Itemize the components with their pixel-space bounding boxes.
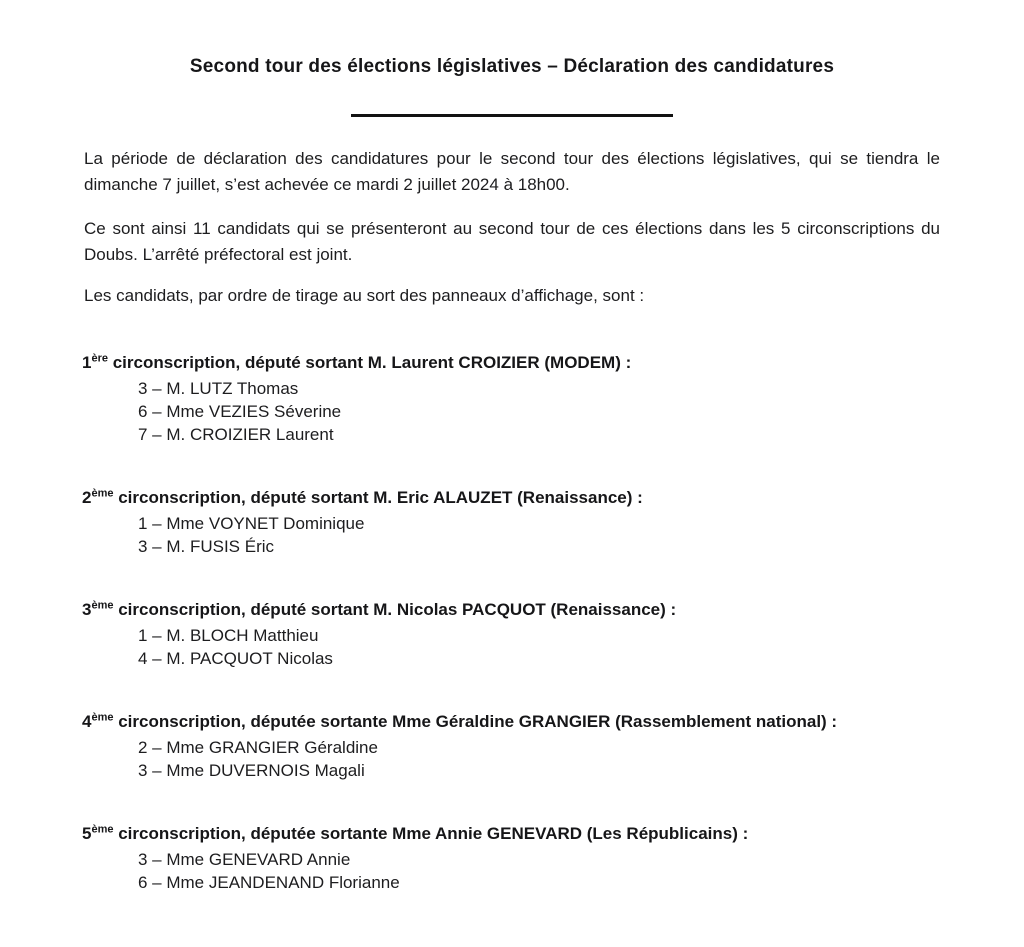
- section-3-number: 3: [82, 600, 92, 619]
- intro-paragraph-deadline: La période de déclaration des candidatures pour le second tour des élections législatives, qui se tiendra le dimanche 7 juillet, s’est achevée ce mardi 2 juillet 2024 à 18h00.: [84, 149, 940, 194]
- candidate-item: 6 – Mme JEANDENAND Florianne: [138, 873, 400, 892]
- section-2-heading-text: circonscription, député sortant M. Eric ALAUZET (Renaissance) :: [113, 488, 643, 507]
- section-circonscription-4: [84, 710, 940, 782]
- intro-paragraph-order: Les candidats, par ordre de tirage au sort des panneaux d’affichage, sont :: [84, 286, 645, 305]
- candidate-item: 3 – Mme GENEVARD Annie: [138, 850, 351, 869]
- section-4-heading: [82, 710, 940, 733]
- section-3-heading-text: circonscription, député sortant M. Nicolas PACQUOT (Renaissance) :: [113, 600, 677, 619]
- section-4-candidate-list: [84, 736, 940, 782]
- section-3-ordinal: ème: [91, 599, 114, 612]
- section-3-candidate-list: [84, 624, 940, 670]
- section-1-heading: [82, 351, 940, 374]
- section-5-ordinal: ème: [91, 823, 114, 836]
- section-2-number: 2: [82, 488, 92, 507]
- section-1-ordinal: ère: [91, 352, 108, 365]
- section-3-heading: [82, 598, 940, 621]
- section-5-number: 5: [82, 824, 92, 843]
- section-5-heading: [82, 822, 940, 845]
- candidate-item: 1 – Mme VOYNET Dominique: [138, 514, 365, 533]
- section-circonscription-3: [84, 598, 940, 670]
- section-circonscription-2: [84, 486, 940, 558]
- section-2-heading: [82, 486, 940, 509]
- title-divider-rule: [351, 114, 673, 117]
- section-4-heading-text: circonscription, députée sortante Mme Géraldine GRANGIER (Rassemblement national) :: [113, 712, 838, 731]
- candidate-item: 3 – Mme DUVERNOIS Magali: [138, 761, 365, 780]
- document-title: Second tour des élections législatives – Déclaration des candidatures: [189, 56, 835, 77]
- candidate-item: 6 – Mme VEZIES Séverine: [138, 402, 342, 421]
- section-4-ordinal: ème: [91, 711, 114, 724]
- section-1-number: 1: [82, 353, 92, 372]
- document-body: [84, 146, 940, 894]
- candidate-item: 2 – Mme GRANGIER Géraldine: [138, 738, 378, 757]
- candidate-item: 3 – M. FUSIS Éric: [138, 537, 275, 556]
- section-2-candidate-list: [84, 512, 940, 558]
- candidate-item: 3 – M. LUTZ Thomas: [138, 379, 299, 398]
- section-circonscription-5: [84, 822, 940, 894]
- candidate-item: 4 – M. PACQUOT Nicolas: [138, 649, 333, 668]
- section-5-candidate-list: [84, 848, 940, 894]
- section-1-candidate-list: [84, 377, 940, 446]
- candidate-item: 7 – M. CROIZIER Laurent: [138, 425, 334, 444]
- section-circonscription-1: [84, 351, 940, 446]
- section-5-heading-text: circonscription, députée sortante Mme Annie GENEVARD (Les Républicains) :: [113, 824, 749, 843]
- intro-paragraph-count: Ce sont ainsi 11 candidats qui se présenteront au second tour de ces élections dans les 5 circonscriptions du Doubs. L’arrêté préfectoral est joint.: [84, 219, 940, 264]
- section-4-number: 4: [82, 712, 92, 731]
- section-2-ordinal: ème: [91, 487, 114, 500]
- section-1-heading-text: circonscription, député sortant M. Laurent CROIZIER (MODEM) :: [108, 353, 632, 372]
- candidate-item: 1 – M. BLOCH Matthieu: [138, 626, 319, 645]
